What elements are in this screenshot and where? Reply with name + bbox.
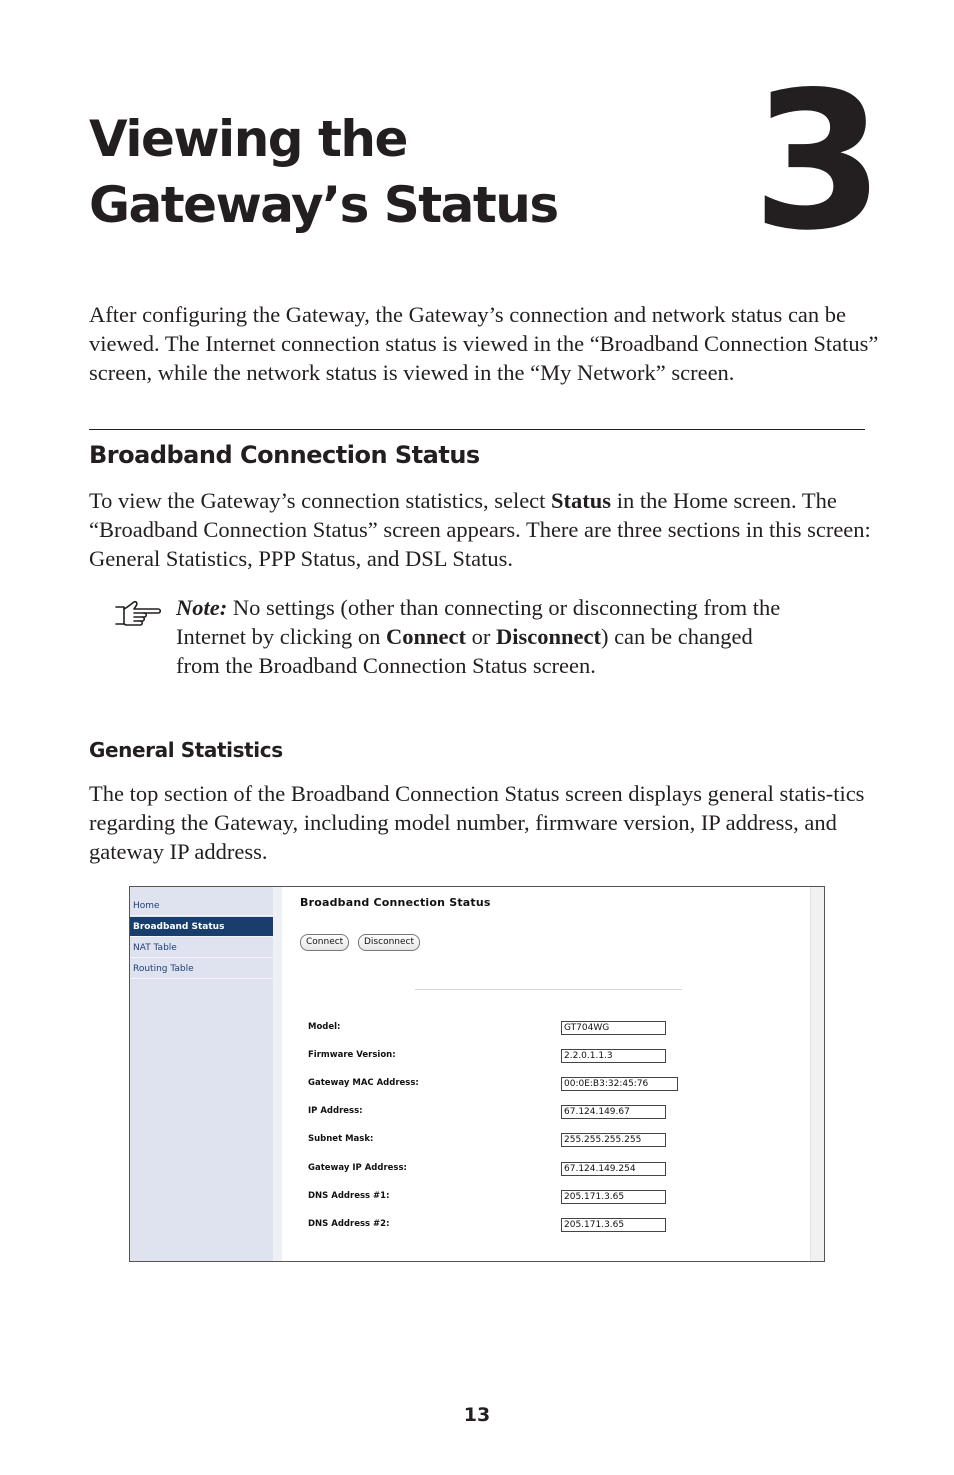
broadband-status-screenshot bbox=[129, 886, 825, 1262]
content-divider bbox=[415, 989, 682, 990]
note-text-3: ) can be changed from the Broadband Connection Status screen. bbox=[176, 624, 753, 678]
disconnect-keyword: Disconnect bbox=[495, 624, 601, 649]
field-label-model: Model: bbox=[308, 1022, 341, 1032]
chapter-number: 3 bbox=[752, 51, 879, 272]
field-value-gateway-ip: 67.124.149.254 bbox=[561, 1162, 666, 1176]
page-number: 13 bbox=[463, 1404, 491, 1426]
field-value-mac: 00:0E:B3:32:45:76 bbox=[561, 1077, 678, 1091]
sidebar bbox=[130, 887, 273, 1261]
intro-paragraph: After configuring the Gateway, the Gateway’s connection and network status can be viewed. The Internet connection status is viewed in the “Broadband Connection Status” screen, while the network status is viewed in the “My Network” screen. bbox=[89, 302, 879, 385]
field-label-firmware: Firmware Version: bbox=[308, 1050, 396, 1060]
connect-button[interactable]: Connect bbox=[300, 934, 349, 951]
screen-title: Broadband Connection Status bbox=[300, 896, 491, 909]
broadband-paragraph bbox=[89, 486, 879, 573]
general-statistics-paragraph: The top section of the Broadband Connection Status screen displays general statis-tics regarding the Gateway, including model number, firmware version, IP address, and gateway IP address. bbox=[89, 781, 865, 864]
chapter-title-line2: Gateway’s Status bbox=[89, 176, 558, 234]
section-heading-general-statistics: General Statistics bbox=[89, 738, 283, 762]
note-text-2: or bbox=[465, 624, 496, 649]
field-value-model: GT704WG bbox=[561, 1021, 666, 1035]
field-label-mac: Gateway MAC Address: bbox=[308, 1078, 419, 1088]
chapter-title bbox=[89, 106, 709, 238]
sidebar-item-nat-table[interactable]: NAT Table bbox=[130, 938, 273, 958]
sidebar-item-broadband-status[interactable]: Broadband Status bbox=[130, 917, 273, 937]
field-value-dns1: 205.171.3.65 bbox=[561, 1190, 666, 1204]
field-label-gateway-ip: Gateway IP Address: bbox=[308, 1163, 407, 1173]
connect-keyword: Connect bbox=[385, 624, 466, 649]
note-label: Note: bbox=[176, 595, 228, 620]
sidebar-item-home[interactable]: Home bbox=[130, 896, 273, 916]
note-paragraph bbox=[176, 593, 796, 680]
scrollbar[interactable] bbox=[810, 887, 824, 1261]
chapter-title-line1: Viewing the bbox=[89, 110, 407, 168]
field-value-ip: 67.124.149.67 bbox=[561, 1105, 666, 1119]
status-keyword: Status bbox=[551, 488, 612, 513]
field-label-dns1: DNS Address #1: bbox=[308, 1191, 390, 1201]
field-label-dns2: DNS Address #2: bbox=[308, 1219, 390, 1229]
field-label-ip: IP Address: bbox=[308, 1106, 363, 1116]
field-value-subnet: 255.255.255.255 bbox=[561, 1133, 666, 1147]
broadband-paragraph-text-2: in the Home screen. The “Broadband Connection Status” screen appears. There are three sections in this screen: General Statistics, PPP Status, and DSL Status. bbox=[89, 488, 871, 571]
section-heading-broadband: Broadband Connection Status bbox=[89, 441, 480, 469]
field-value-firmware: 2.2.0.1.1.3 bbox=[561, 1049, 666, 1063]
note-text-1: No settings (other than connecting or disconnecting from the Internet by clicking on bbox=[176, 595, 781, 649]
field-label-subnet: Subnet Mask: bbox=[308, 1134, 374, 1144]
field-value-dns2: 205.171.3.65 bbox=[561, 1218, 666, 1232]
section-divider bbox=[89, 429, 865, 430]
broadband-paragraph-text-1: To view the Gateway’s connection statistics, select bbox=[89, 488, 552, 513]
pointing-hand-icon bbox=[114, 598, 164, 630]
sidebar-gutter bbox=[273, 887, 282, 1261]
sidebar-item-routing-table[interactable]: Routing Table bbox=[130, 959, 273, 979]
disconnect-button[interactable]: Disconnect bbox=[358, 934, 420, 951]
